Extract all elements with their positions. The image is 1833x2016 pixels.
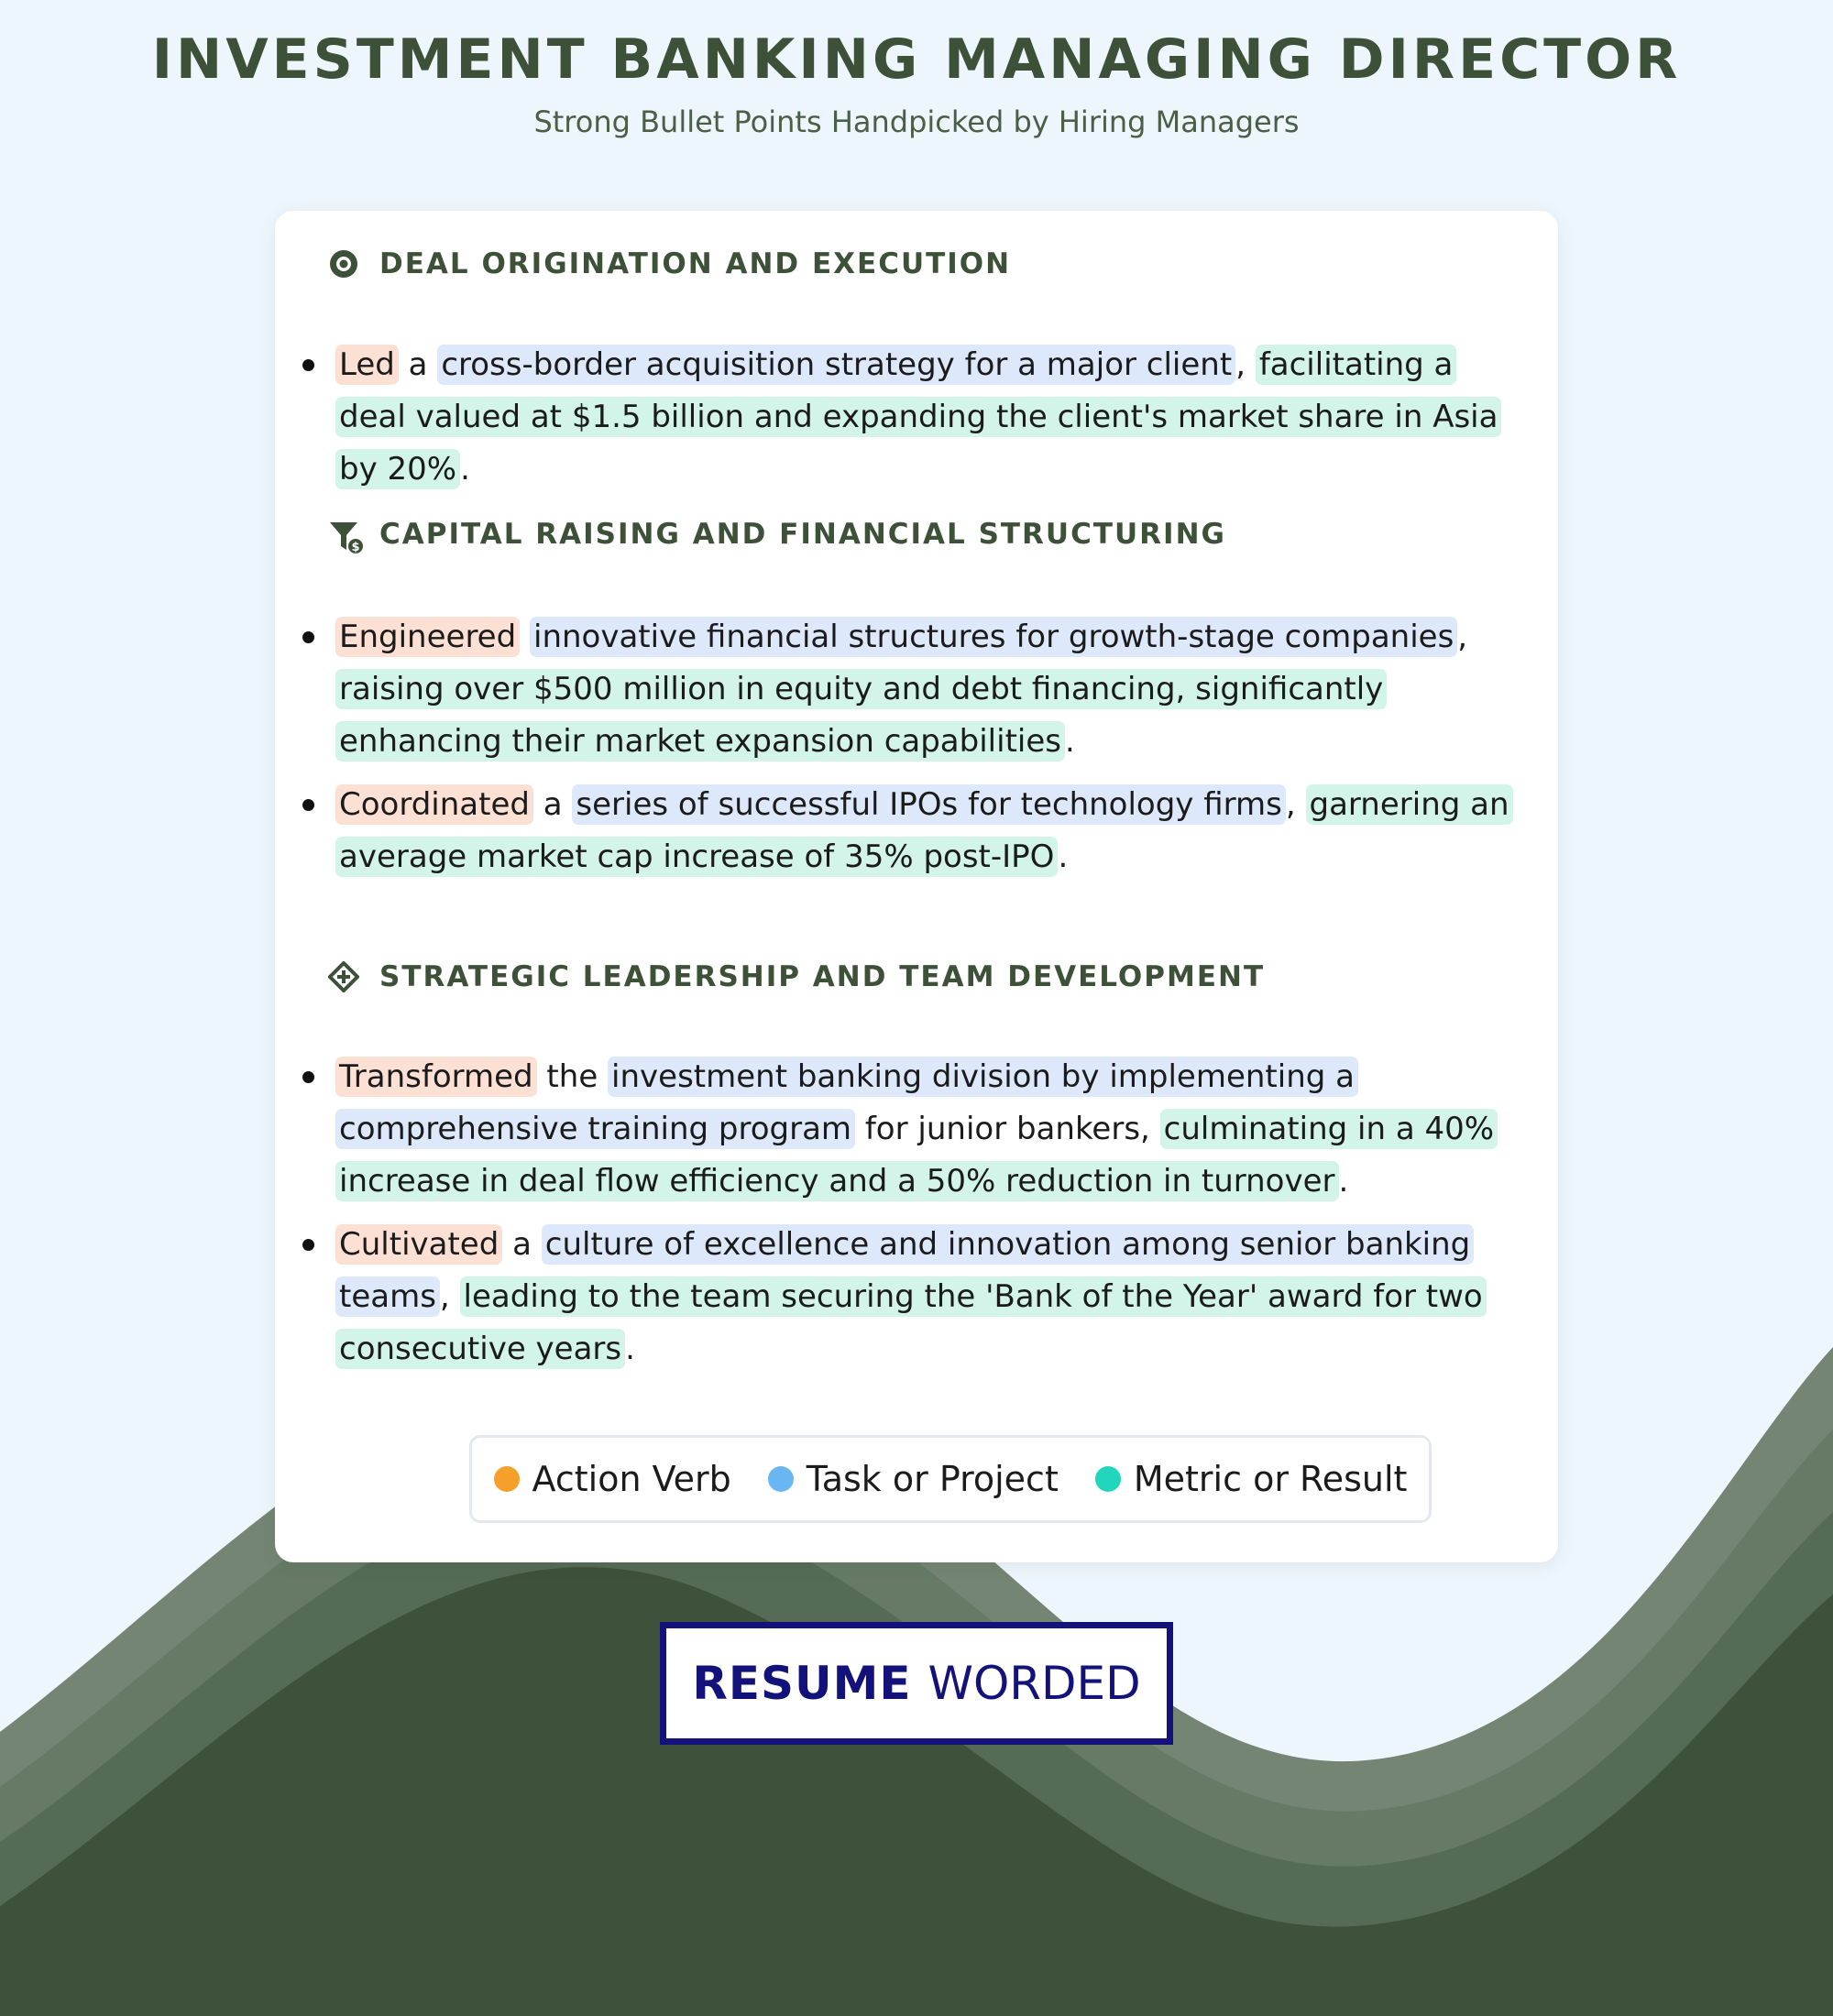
plain-text [520, 619, 530, 655]
legend-item [768, 1459, 1059, 1499]
legend-label: Task or Project [806, 1459, 1059, 1499]
plain-text: a [532, 786, 573, 823]
action-verb-highlight: Engineered [335, 617, 520, 657]
action-verb-highlight: Led [335, 345, 399, 385]
logo-light-text: WORDED [927, 1657, 1141, 1710]
legend-label: Action Verb [532, 1459, 731, 1499]
bullet-list [275, 1051, 1558, 1386]
metric-highlight: garnering an average market cap increase of 35% post-IPO [335, 784, 1513, 877]
plain-text: the [536, 1058, 609, 1095]
plain-text: , [439, 1278, 460, 1315]
task-highlight: innovative financial structures for growth-stage companies [530, 617, 1457, 657]
metric-highlight: culminating in a 40% increase in deal flow efficiency and a 50% reduction in turnover [335, 1109, 1498, 1201]
task-highlight: culture of excellence and innovation among senior banking teams [335, 1224, 1474, 1317]
bullet-dot-icon [302, 1071, 314, 1083]
legend-item [494, 1459, 731, 1499]
plain-text: . [460, 451, 470, 488]
funnel-dollar-icon [328, 519, 360, 554]
plain-text: a [502, 1226, 542, 1263]
section-heading-strategic-leadership [328, 960, 1265, 993]
action-verb-highlight: Coordinated [335, 784, 533, 825]
bullet-points-card [275, 211, 1558, 1562]
task-highlight: series of successful IPOs for technology firms [572, 784, 1285, 825]
bullet-point [275, 1051, 1554, 1208]
target-icon [328, 248, 359, 279]
bullet-dot-icon [302, 631, 314, 643]
bullet-dot-icon [302, 359, 314, 371]
section-heading-deal-origination [328, 247, 1011, 280]
plain-text: . [625, 1331, 635, 1367]
section-title: CAPITAL RAISING AND FINANCIAL STRUCTURING [379, 518, 1226, 551]
logo-bold-text: RESUME [692, 1657, 912, 1710]
page-header [0, 27, 1833, 139]
action-verb-highlight: Transformed [335, 1057, 537, 1097]
resume-worded-logo [660, 1622, 1173, 1745]
section-heading-capital-raising [328, 518, 1226, 554]
bullet-point [275, 339, 1554, 496]
svg-text:$: $ [351, 541, 360, 554]
highlight-legend [469, 1435, 1432, 1523]
plain-text: . [1058, 838, 1069, 875]
section-title: DEAL ORIGINATION AND EXECUTION [379, 247, 1012, 280]
bullet-point [275, 1219, 1554, 1375]
plain-text: . [1064, 723, 1075, 760]
task-highlight: investment banking division by implementing a comprehensive training program [335, 1057, 1358, 1149]
bullet-point [275, 611, 1554, 768]
metric-highlight: leading to the team securing the 'Bank of the Year' award for two consecutive years [335, 1276, 1487, 1369]
plain-text: a [398, 346, 438, 383]
legend-label: Metric or Result [1133, 1459, 1408, 1499]
bullet-list [275, 339, 1558, 507]
bullet-dot-icon [302, 799, 314, 811]
network-icon [328, 961, 359, 992]
plain-text: for junior bankers, [855, 1111, 1160, 1147]
bullet-point [275, 779, 1554, 883]
page-title: INVESTMENT BANKING MANAGING DIRECTOR [151, 27, 1682, 92]
plain-text: . [1338, 1163, 1349, 1200]
plain-text: , [1457, 619, 1468, 655]
page-subtitle: Strong Bullet Points Handpicked by Hiring Managers [533, 104, 1300, 139]
legend-dot-icon [494, 1466, 520, 1492]
legend-dot-icon [1095, 1466, 1121, 1492]
metric-highlight: facilitating a deal valued at $1.5 billion and expanding the client's market share in Asia by 20% [335, 345, 1501, 489]
bullet-dot-icon [302, 1239, 314, 1251]
legend-item [1095, 1459, 1408, 1499]
section-title: STRATEGIC LEADERSHIP AND TEAM DEVELOPMENT [379, 960, 1266, 993]
bullet-list [275, 611, 1558, 894]
task-highlight: cross-border acquisition strategy for a major client [437, 345, 1235, 385]
plain-text: , [1285, 786, 1306, 823]
plain-text: , [1235, 346, 1256, 383]
metric-highlight: raising over $500 million in equity and debt financing, significantly enhancing their market expansion capabilities [335, 669, 1387, 761]
action-verb-highlight: Cultivated [335, 1224, 502, 1265]
legend-dot-icon [768, 1466, 794, 1492]
